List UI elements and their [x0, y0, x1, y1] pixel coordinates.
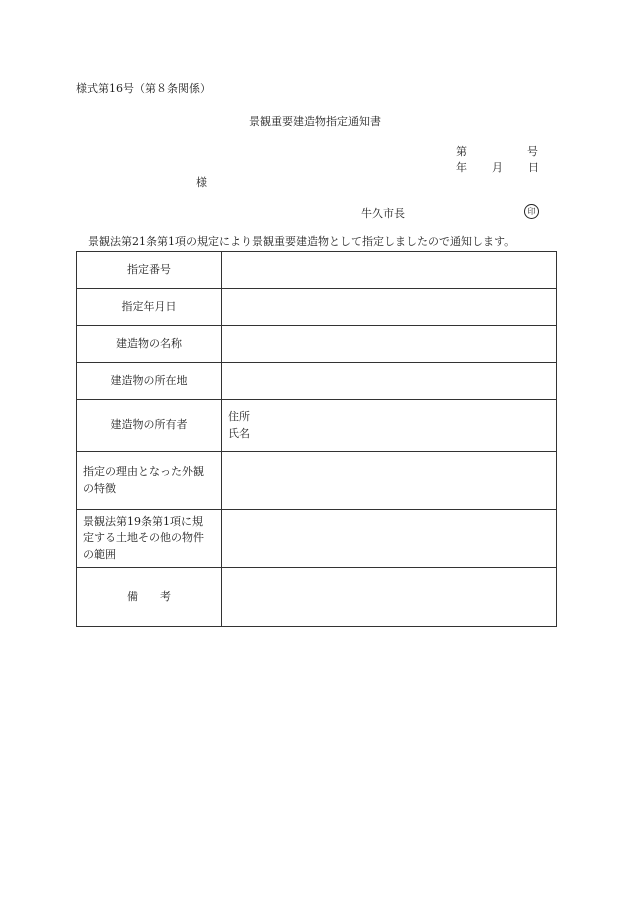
- date-month-label: 月: [492, 161, 503, 174]
- document-title: 景観重要建造物指定通知書: [249, 115, 381, 128]
- number-prefix: 第: [456, 145, 467, 158]
- table-row: [77, 510, 557, 568]
- label-line: 景観法第19条第1項に規: [83, 514, 203, 528]
- owner-name-label: 氏名: [228, 426, 250, 440]
- row-label-remarks: 備 考: [77, 568, 222, 627]
- date-year-label: 年: [456, 161, 467, 174]
- table-row: [77, 400, 557, 452]
- table-row: [77, 326, 557, 363]
- value-building-location[interactable]: [222, 363, 557, 400]
- value-building-owner[interactable]: [222, 400, 557, 452]
- value-appearance-features[interactable]: [222, 452, 557, 510]
- value-building-name[interactable]: [222, 326, 557, 363]
- row-label-building-location: 建造物の所在地: [77, 363, 222, 400]
- row-label-appearance-features: [77, 452, 222, 510]
- value-remarks[interactable]: [222, 568, 557, 627]
- label-line: の特徴: [83, 481, 116, 495]
- value-designation-date[interactable]: [222, 289, 557, 326]
- table-row: [77, 252, 557, 289]
- issuer-name: 牛久市長: [361, 207, 405, 220]
- value-designation-number[interactable]: [222, 252, 557, 289]
- row-label-designation-date: 指定年月日: [77, 289, 222, 326]
- designation-table: [76, 251, 557, 627]
- label-line: 指定の理由となった外観: [83, 465, 204, 478]
- form-number: 様式第16号（第８条関係）: [76, 82, 211, 95]
- label-line: 定する土地その他の物件: [83, 531, 204, 545]
- number-suffix: 号: [527, 145, 538, 158]
- intro-text: 景観法第21条第1項の規定により景観重要建造物として指定しましたので通知します。: [88, 235, 516, 248]
- table-row: [77, 363, 557, 400]
- owner-address-label: 住所: [228, 410, 250, 423]
- date-day-label: 日: [528, 161, 539, 174]
- table-row: [77, 289, 557, 326]
- label-line: の範囲: [83, 547, 116, 561]
- row-label-building-name: 建造物の名称: [77, 326, 222, 363]
- addressee-suffix: 様: [196, 176, 207, 189]
- row-label-building-owner: 建造物の所有者: [77, 400, 222, 452]
- row-label-designation-number: 指定番号: [77, 252, 222, 289]
- row-label-land-scope: [77, 510, 222, 568]
- seal-mark: 印: [524, 204, 539, 219]
- table-row: [77, 568, 557, 627]
- value-land-scope[interactable]: [222, 510, 557, 568]
- table-row: [77, 452, 557, 510]
